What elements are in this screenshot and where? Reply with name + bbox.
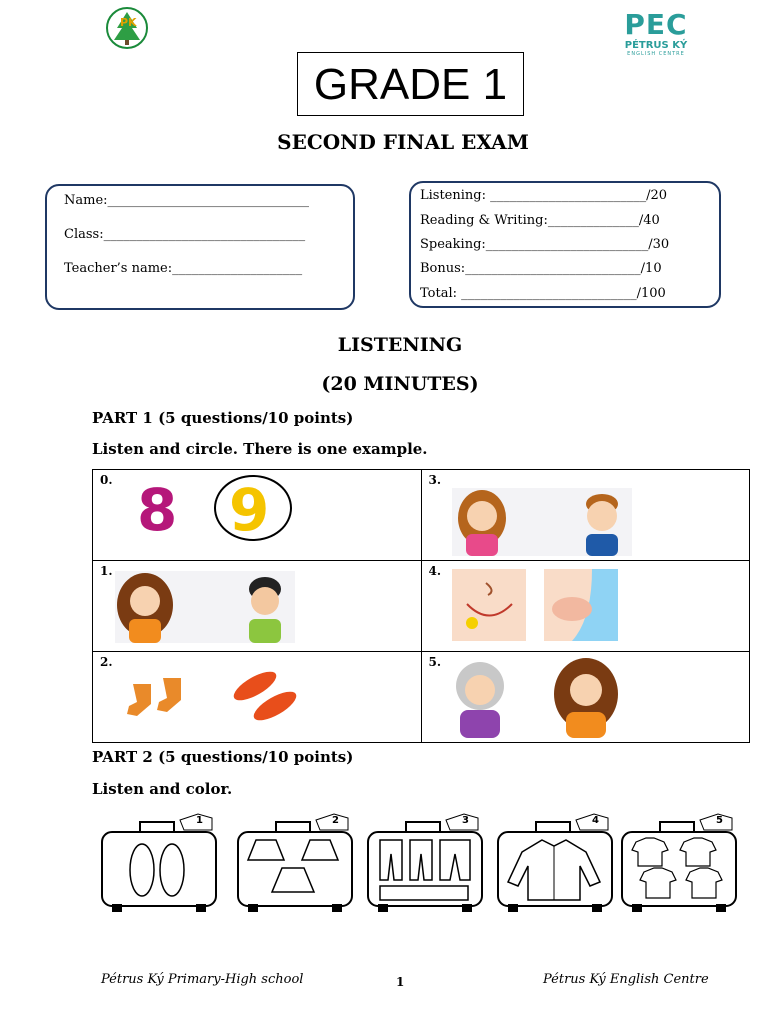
question-cell-3: [421, 470, 750, 561]
student-info-box: [45, 184, 355, 310]
score-bonus: Bonus:___________________________/10: [420, 261, 662, 276]
question-cell-2: [93, 652, 422, 743]
question-cell-1: [93, 561, 422, 652]
pec-logo-name: PÉTRUS KÝ: [624, 40, 688, 51]
part2-title: PART 2 (5 questions/10 points): [92, 748, 354, 766]
face-parts-illustration: [452, 569, 622, 641]
question-number: 5.: [428, 655, 442, 669]
suitcase-tag: 3: [462, 815, 469, 826]
digit-eight: 8: [137, 476, 178, 544]
section-duration: (20 MINUTES): [321, 373, 479, 395]
question-number: 0.: [100, 473, 113, 487]
score-speaking: Speaking:_________________________/30: [420, 237, 670, 252]
part1-instruction: Listen and circle. There is one example.: [92, 440, 428, 458]
question-cell-4: [421, 561, 750, 652]
footer-school: Pétrus Ký Primary-High school: [101, 972, 304, 987]
suitcase-3: [366, 810, 484, 914]
part1-title: PART 1 (5 questions/10 points): [92, 409, 354, 427]
question-number: 2.: [100, 655, 113, 669]
pec-logo-mark: PEC: [624, 8, 688, 41]
children-illustration: [452, 488, 632, 556]
suitcase-5: [620, 810, 738, 914]
page-number: 1: [396, 975, 405, 989]
suitcase-tag: 1: [196, 815, 203, 826]
footer-centre: Pétrus Ký English Centre: [543, 972, 709, 987]
grade-title: GRADE 1: [297, 52, 524, 116]
score-box: [409, 181, 721, 308]
question-cell-5: [421, 652, 750, 743]
suitcase-tag: 4: [592, 815, 599, 826]
score-listening: Listening: ________________________/20: [420, 188, 668, 203]
part1-grid: [92, 469, 750, 743]
suitcase-tag: 2: [332, 815, 339, 826]
digit-nine: 9: [229, 476, 270, 544]
school-logo: [103, 6, 151, 54]
pec-logo: [618, 10, 694, 56]
school-logo-text: PK: [120, 16, 137, 29]
score-reading-writing: Reading & Writing:______________/40: [420, 213, 660, 228]
pec-logo-sub: ENGLISH CENTRE: [627, 51, 685, 57]
suitcase-tag: 5: [716, 815, 723, 826]
score-total: Total: ___________________________/100: [420, 286, 666, 301]
question-cell-0: [93, 470, 422, 561]
class-field: Class:_______________________________: [64, 227, 306, 242]
suitcase-1: [100, 810, 218, 914]
teacher-field: Teacher’s name:____________________: [64, 261, 303, 276]
question-number: 1.: [100, 564, 113, 578]
section-title: LISTENING: [337, 334, 463, 356]
children-illustration: [115, 571, 295, 643]
question-number: 3.: [428, 473, 442, 487]
exam-title: SECOND FINAL EXAM: [277, 130, 529, 154]
suitcase-2: [236, 810, 354, 914]
suitcase-4: [496, 810, 614, 914]
name-field: Name:_______________________________: [64, 193, 310, 208]
footwear-illustration: [123, 664, 303, 726]
suitcase-row: [100, 810, 740, 914]
question-number: 4.: [428, 564, 442, 578]
part2-instruction: Listen and color.: [92, 780, 233, 798]
people-illustration: [448, 658, 628, 738]
